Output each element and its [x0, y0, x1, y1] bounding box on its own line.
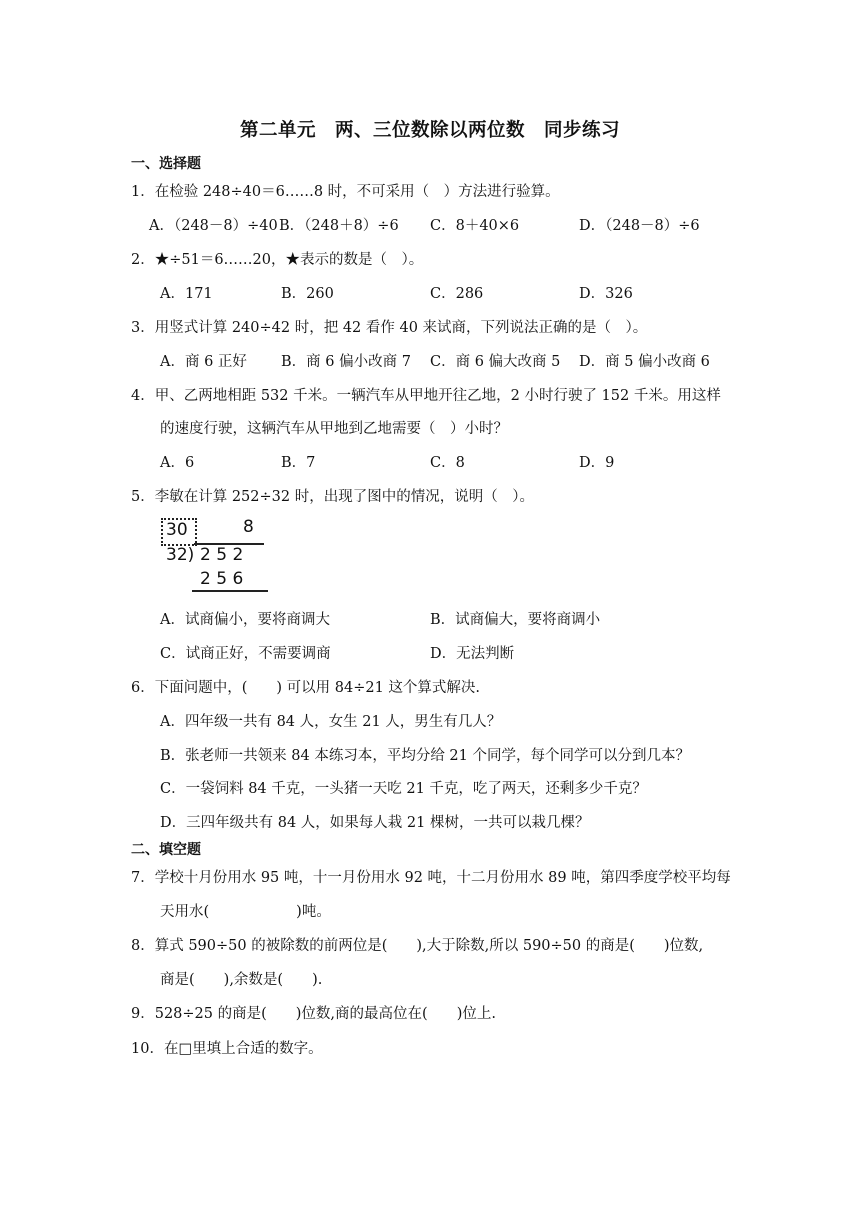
question-1-option-a: A．（248－8）÷40: [149, 218, 278, 234]
question-9-stem: 9．528÷25 的商是( )位数,商的最高位在( )位上.: [131, 1006, 496, 1022]
question-3-option-a: A．商 6 正好: [160, 354, 247, 370]
question-5-option-a: A．试商偏小，要将商调大: [160, 612, 330, 628]
question-5-option-d: D．无法判断: [430, 646, 515, 662]
trial-quotient: 30: [166, 520, 188, 540]
question-6-option-c: C．一袋饲料 84 千克，一头猪一天吃 21 千克，吃了两天，还剩多少千克？: [160, 781, 647, 797]
subtraction-line: [192, 590, 268, 592]
quotient-digit: 8: [243, 517, 254, 537]
dividend: 2 5 2: [200, 545, 244, 565]
question-6-option-d: D．三四年级共有 84 人，如果每人栽 21 棵树，一共可以栽几棵？: [160, 815, 590, 831]
section-heading-fill-in: 二、填空题: [131, 842, 201, 858]
question-5-option-c: C．试商正好，不需要调商: [160, 646, 331, 662]
question-2-option-a: A．171: [160, 286, 213, 302]
long-division-figure: [160, 516, 280, 594]
question-4-stem-line-2: 的速度行驶，这辆汽车从甲地到乙地需要（ ）小时？: [160, 421, 508, 437]
divisor: 32): [166, 545, 195, 565]
question-1-option-c: C．8＋40×6: [430, 218, 520, 234]
partial-product: 2 5 6: [200, 569, 244, 589]
page-title: 第二单元 两、三位数除以两位数 同步练习: [239, 120, 620, 141]
question-4-option-c: C．8: [430, 455, 465, 471]
question-4-stem-line-1: 4．甲、乙两地相距 532 千米。一辆汽车从甲地开往乙地，2 小时行驶了 152 千米。用这样: [131, 388, 721, 404]
question-4-option-d: D．9: [579, 455, 615, 471]
question-6-option-b: B．张老师一共领来 84 本练习本，平均分给 21 个同学，每个同学可以分到几本？: [160, 748, 690, 764]
question-8-stem-line-2: 商是( ),余数是( ).: [160, 972, 323, 988]
question-2-option-d: D．326: [579, 286, 633, 302]
question-10-stem: 10．在□里填上合适的数字。: [131, 1041, 323, 1057]
question-2-option-c: C．286: [430, 286, 484, 302]
question-4-option-a: A．6: [160, 455, 195, 471]
question-3-option-b: B．商 6 偏小改商 7: [281, 354, 411, 370]
section-heading-choice: 一、选择题: [131, 156, 201, 172]
question-5-stem: 5．李敏在计算 252÷32 时，出现了图中的情况，说明（ ）。: [131, 489, 534, 505]
question-3-option-c: C．商 6 偏大改商 5: [430, 354, 561, 370]
question-1-stem: 1．在检验 248÷40＝6……8 时，不可采用（ ）方法进行验算。: [131, 184, 560, 200]
question-7-stem-line-2: 天用水( )吨。: [160, 904, 331, 920]
question-7-stem-line-1: 7．学校十月份用水 95 吨，十一月份用水 92 吨，十二月份用水 89 吨，第四季度学校平均每: [131, 870, 731, 886]
question-2-stem: 2．★÷51＝6……20，★表示的数是（ ）。: [131, 252, 424, 268]
question-8-stem-line-1: 8．算式 590÷50 的被除数的前两位是( ),大于除数,所以 590÷50 的商是( )位数,: [131, 938, 704, 954]
question-3-option-d: D．商 5 偏小改商 6: [579, 354, 710, 370]
question-4-option-b: B．7: [281, 455, 316, 471]
question-6-option-a: A．四年级一共有 84 人，女生 21 人，男生有几人？: [160, 714, 502, 730]
question-5-option-b: B．试商偏大，要将商调小: [430, 612, 601, 628]
question-6-stem: 6．下面问题中，( ) 可以用 84÷21 这个算式解决.: [131, 680, 481, 696]
question-3-stem: 3．用竖式计算 240÷42 时，把 42 看作 40 来试商，下列说法正确的是（ ）。: [131, 320, 648, 336]
question-1-option-b: B．（248＋8）÷6: [279, 218, 399, 234]
question-2-option-b: B．260: [281, 286, 334, 302]
question-1-option-d: D．（248－8）÷6: [579, 218, 700, 234]
